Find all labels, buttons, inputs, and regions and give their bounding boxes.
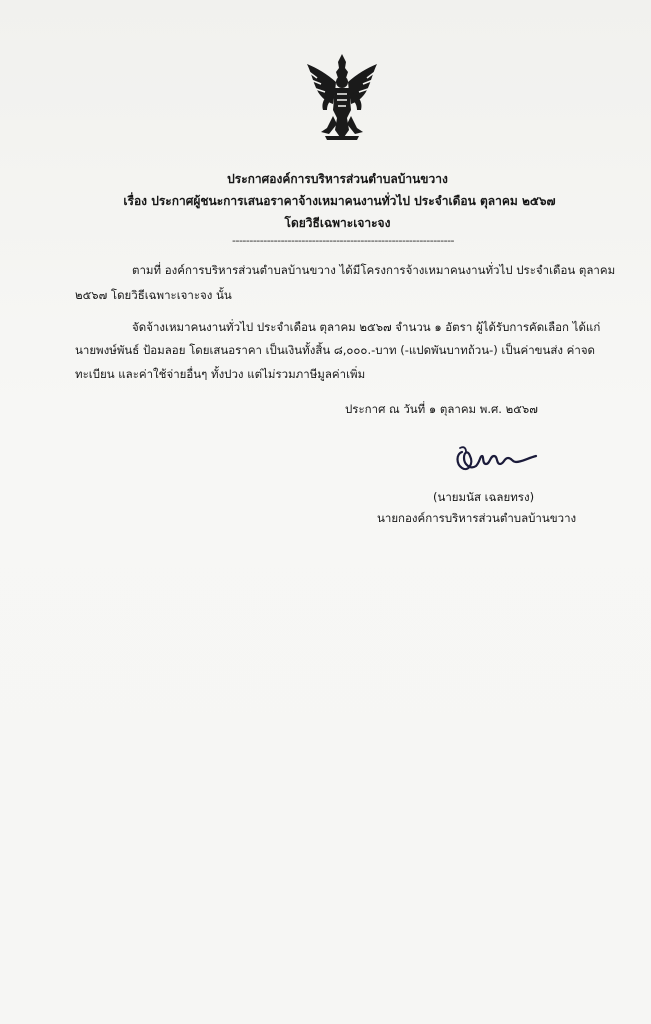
signature-icon (452, 442, 544, 478)
paragraph2-line1: จัดจ้างเหมาคนงานทั่วไป ประจำเดือน ตุลาคม ๒๕๖๗ จำนวน ๑ อัตรา ผู้ได้รับการคัดเลือก ได้แก่ (132, 320, 601, 334)
paragraph2-line2: นายพงษ์พันธ์ ป้อมลอย โดยเสนอราคา เป็นเงินทั้งสิ้น ๘,๐๐๐.-บาท (-แปดพันบาทถ้วน-) เป็นค่าขนส่ง ค่าจด (75, 343, 596, 357)
procurement-method: โดยวิธีเฉพาะเจาะจง (284, 216, 391, 230)
document-title: ประกาศองค์การบริหารส่วนตำบลบ้านขวาง (227, 172, 448, 186)
garuda-emblem-icon (303, 52, 381, 144)
signer-name: (นายมนัส เฉลยทรง) (433, 490, 535, 504)
paragraph1-line2: ๒๕๖๗ โดยวิธีเฉพาะเจาะจง นั้น (75, 288, 232, 302)
document-subject: เรื่อง ประกาศผู้ชนะการเสนอราคาจ้างเหมาคนงานทั่วไป ประจำเดือน ตุลาคม ๒๕๖๗ (123, 194, 556, 208)
separator-line: ---------------------------------------------------------------- (232, 234, 455, 247)
paragraph1-line1: ตามที่ องค์การบริหารส่วนตำบลบ้านขวาง ได้มีโครงการจ้างเหมาคนงานทั่วไป ประจำเดือน ตุลาคม (132, 263, 616, 277)
paragraph2-line3: ทะเบียน และค่าใช้จ่ายอื่นๆ ทั้งปวง แต่ไม่รวมภาษีมูลค่าเพิ่ม (75, 367, 366, 381)
signer-title: นายกองค์การบริหารส่วนตำบลบ้านขวาง (377, 511, 577, 525)
announcement-date: ประกาศ ณ วันที่ ๑ ตุลาคม พ.ศ. ๒๕๖๗ (345, 402, 538, 416)
